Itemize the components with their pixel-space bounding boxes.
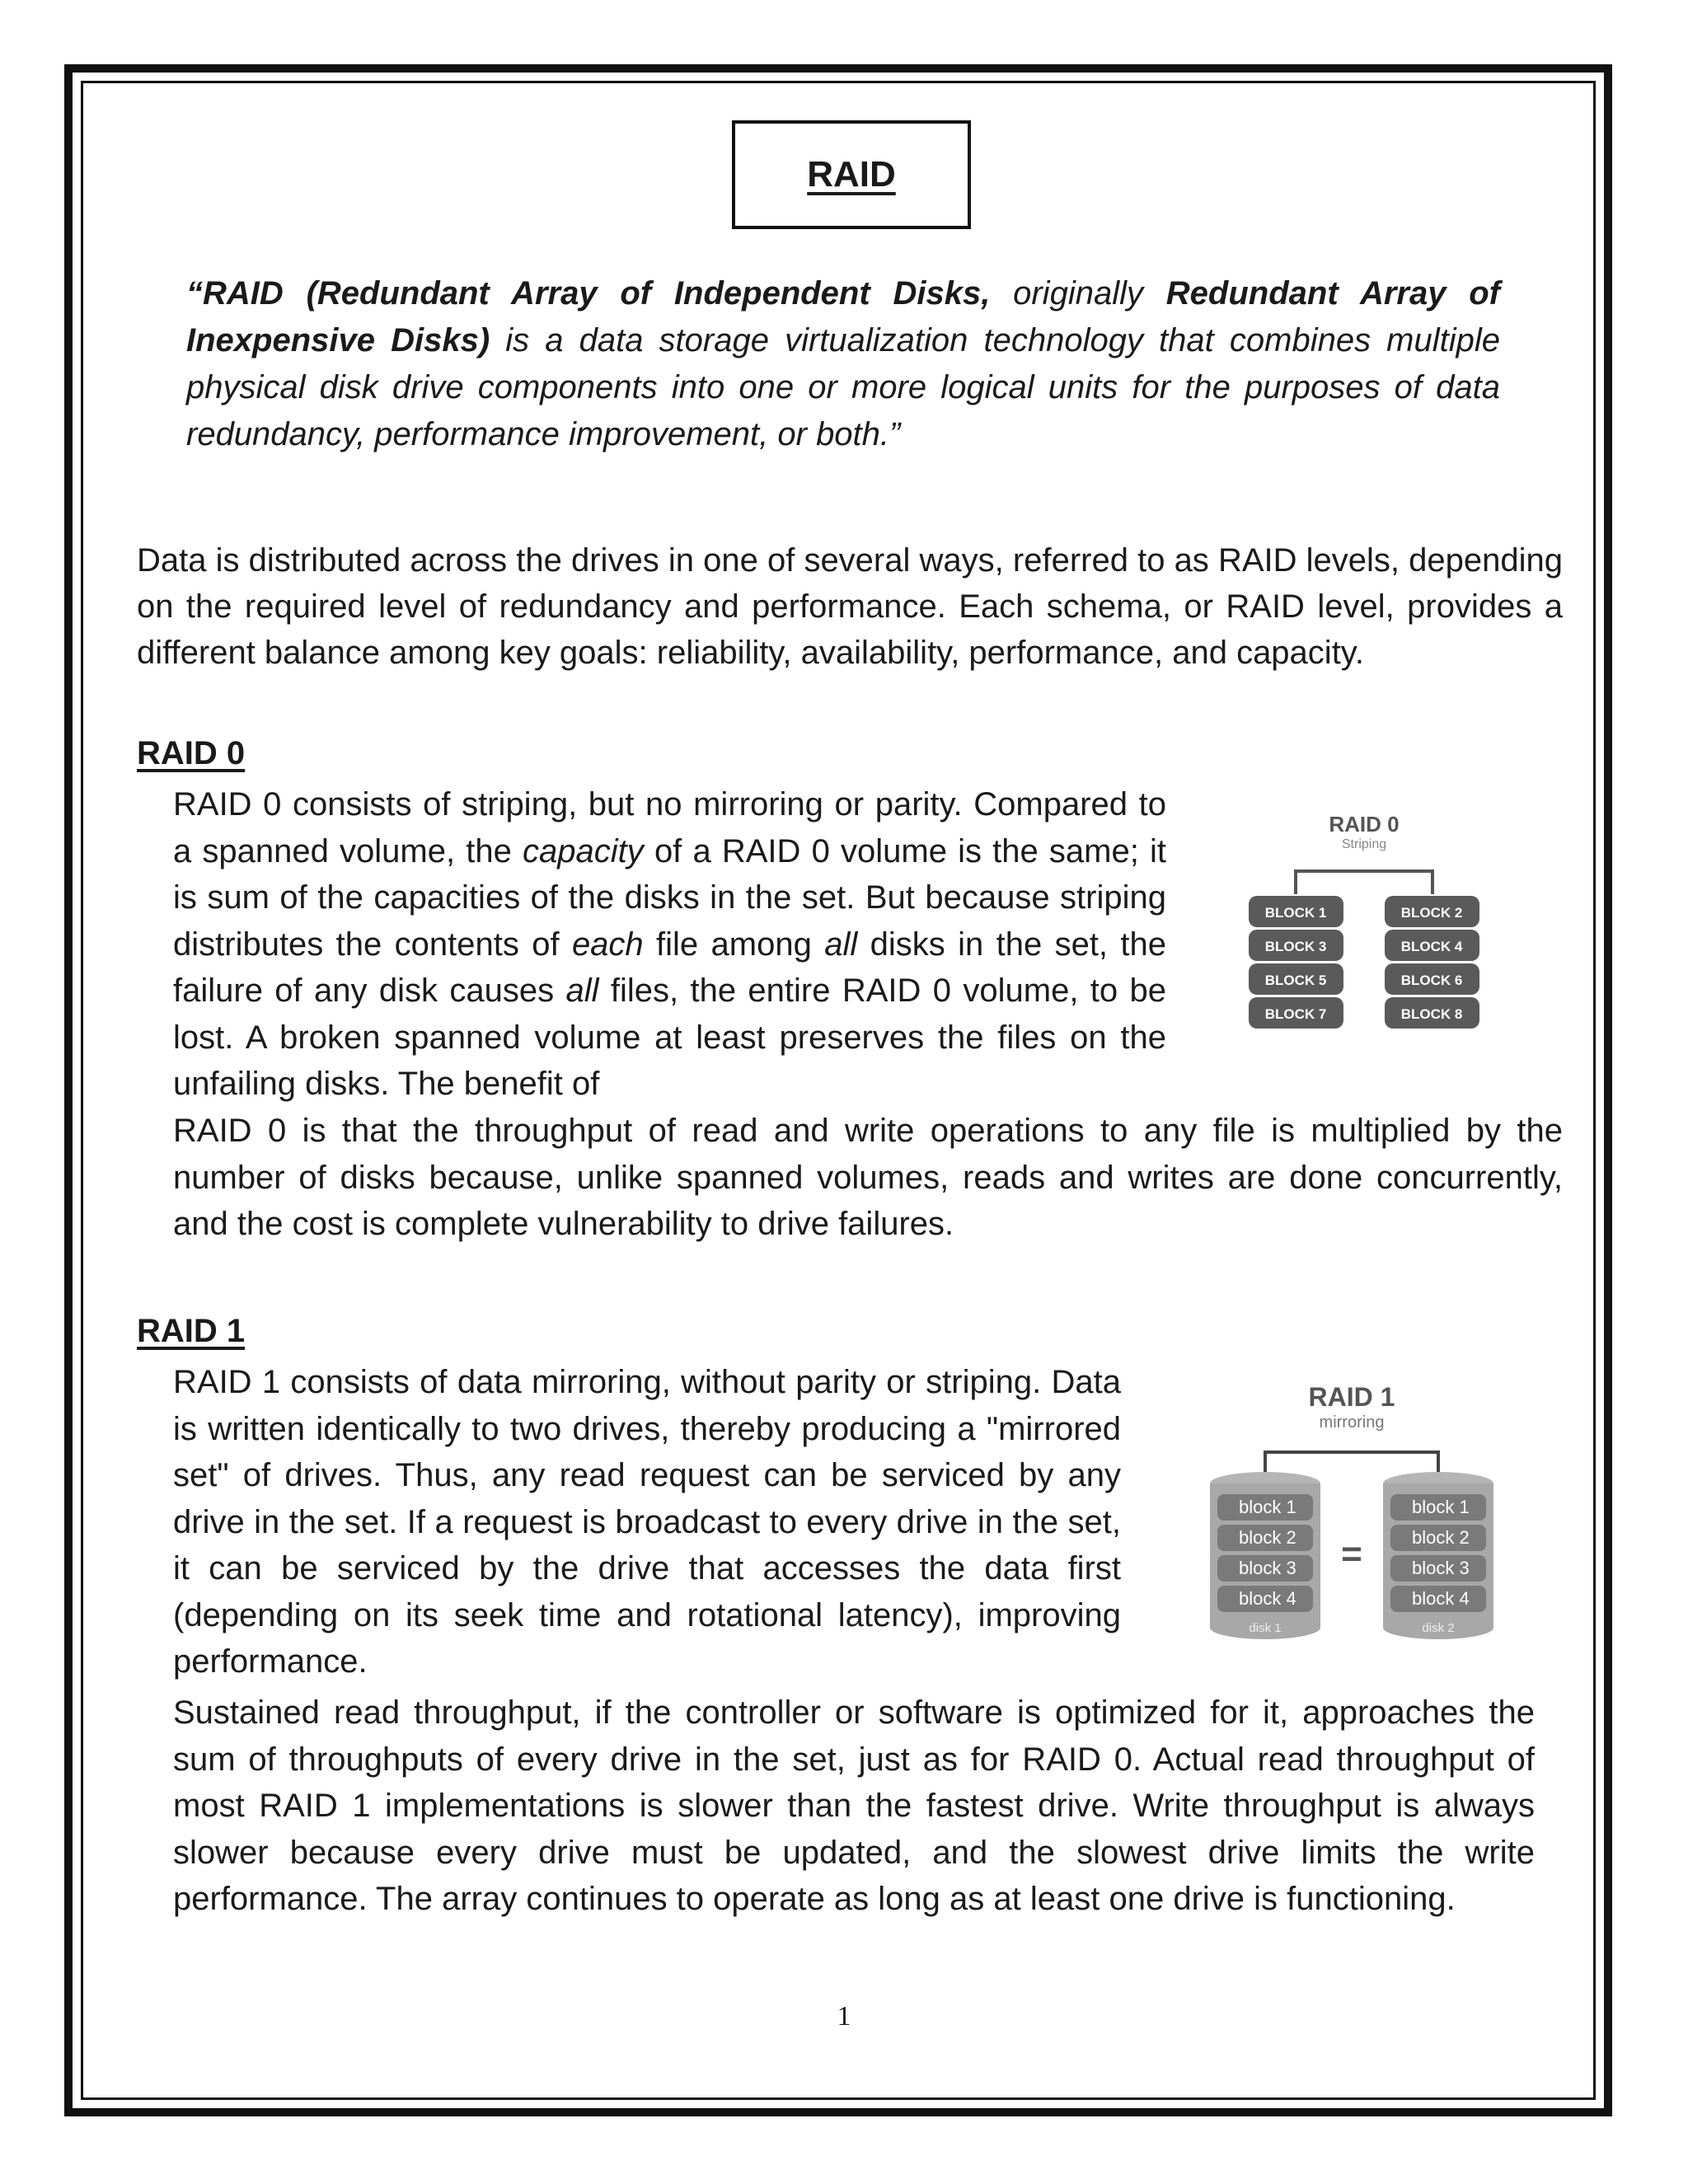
quote-part-2: originally — [990, 275, 1166, 312]
raid1-heading: RAID 1 — [137, 1313, 246, 1349]
raid0-text-8: all — [565, 972, 599, 1009]
raid0-text-3: of a RAID 0 volume is the same; it is sum of the capacities of the disks in the set. But because striping distributes the contents of — [173, 832, 1166, 963]
raid0-text-9: files, the entire RAID 0 volume, to be lost. A broken spanned volume at least preserves the files on the unfailing disks. The benefit of — [173, 972, 1167, 1102]
raid0-heading: RAID 0 — [137, 735, 246, 771]
raid1-disk-2 — [1383, 1472, 1493, 1639]
raid0-disk-right — [1385, 896, 1479, 1029]
raid1-disk-1 — [1210, 1472, 1320, 1639]
raid0-paragraph-wrapped — [173, 781, 1166, 1108]
raid1-block-label: block 3 — [1412, 1558, 1470, 1578]
raid0-text-5: file among — [643, 926, 825, 963]
raid1-connector-line — [1265, 1452, 1438, 1475]
raid1-block-label: block 4 — [1239, 1588, 1296, 1609]
title-box — [732, 120, 971, 229]
equals-sign: = — [1341, 1534, 1362, 1574]
raid1-block-label: block 3 — [1239, 1558, 1296, 1578]
raid0-block-label: BLOCK 1 — [1264, 905, 1327, 921]
raid0-block-label: BLOCK 7 — [1264, 1006, 1327, 1022]
quote-part-3: Redundant Array of Inexpensive Disks) — [186, 275, 1500, 359]
raid0-diagram-title: RAID 0 — [1329, 812, 1400, 837]
raid1-diagram — [1199, 1376, 1504, 1648]
raid1-paragraph-wrapped: RAID 1 consists of data mirroring, without parity or striping. Data is written identically to two drives, thereby producing a "mirrored set" of drives. Thus, any read request can be serviced by any drive in the set. If a request is broadcast to every drive in the set, it can be serviced by the drive that accesses the data first (depending on its seek time and rotational latency), improving performance. — [173, 1364, 1121, 1680]
raid1-diagram-title: RAID 1 — [1308, 1382, 1395, 1412]
raid0-disk-left — [1249, 896, 1343, 1029]
raid0-block-label: BLOCK 2 — [1400, 905, 1463, 921]
raid0-diagram — [1236, 804, 1492, 1043]
raid0-text-2: capacity — [523, 832, 644, 869]
raid1-block-label: block 2 — [1412, 1527, 1470, 1548]
page-title: RAID — [807, 154, 896, 194]
raid0-diagram-subtitle: Striping — [1341, 837, 1387, 851]
raid1-paragraph-full: Sustained read throughput, if the controller or software is optimized for it, approaches the sum of throughputs of every drive in the set, just as for RAID 0. Actual read throughput of most RAID 1 implementations is slower than the fastest drive. Write throughput is always slower because every drive must be updated, and the slowest drive limits the write performance. The array continues to operate as long as at least one drive is functioning. — [173, 1694, 1535, 1917]
quote-part-4: is a data storage virtualization technology that combines multiple physical disk drive components into one or more logical units for the purposes of data redundancy, performance improvement, or both.” — [186, 322, 1500, 452]
raid0-paragraph-full: RAID 0 is that the throughput of read and write operations to any file is multiplied by the number of disks because, unlike spanned volumes, reads and writes are done concurrently, and the cost is complete vulnerability to drive failures. — [173, 1113, 1563, 1242]
raid1-block-label: block 2 — [1239, 1527, 1296, 1548]
page-number: 1 — [837, 2001, 851, 2032]
raid0-text-7: disks in the set, the failure of any disk causes — [173, 926, 1167, 1009]
disk-1-label: disk 1 — [1249, 1621, 1282, 1635]
raid0-block-label: BLOCK 3 — [1264, 939, 1327, 954]
raid-definition-quote — [186, 270, 1500, 458]
raid1-block-label: block 4 — [1412, 1588, 1470, 1609]
raid0-text-6: all — [824, 926, 858, 963]
raid0-text-1: RAID 0 consists of striping, but no mirroring or parity. Compared to a spanned volume, the — [173, 786, 1166, 869]
raid0-text-4: each — [571, 926, 644, 963]
raid1-block-label: block 1 — [1239, 1497, 1296, 1517]
raid0-block-label: BLOCK 8 — [1400, 1006, 1463, 1022]
raid0-block-label: BLOCK 6 — [1400, 972, 1463, 988]
raid0-connector-line — [1296, 871, 1432, 894]
raid1-block-label: block 1 — [1412, 1497, 1470, 1517]
raid0-block-label: BLOCK 5 — [1264, 972, 1327, 988]
disk-2-label: disk 2 — [1422, 1621, 1455, 1635]
raid0-block-label: BLOCK 4 — [1400, 939, 1463, 954]
quote-part-1: “RAID (Redundant Array of Independent Disks, — [186, 275, 991, 312]
raid1-diagram-subtitle: mirroring — [1319, 1413, 1385, 1432]
intro-paragraph: Data is distributed across the drives in one of several ways, referred to as RAID levels, depending on the required level of redundancy and performance. Each schema, or RAID level, provides a different balance among key goals: reliability, availability, performance, and capacity. — [137, 542, 1563, 671]
